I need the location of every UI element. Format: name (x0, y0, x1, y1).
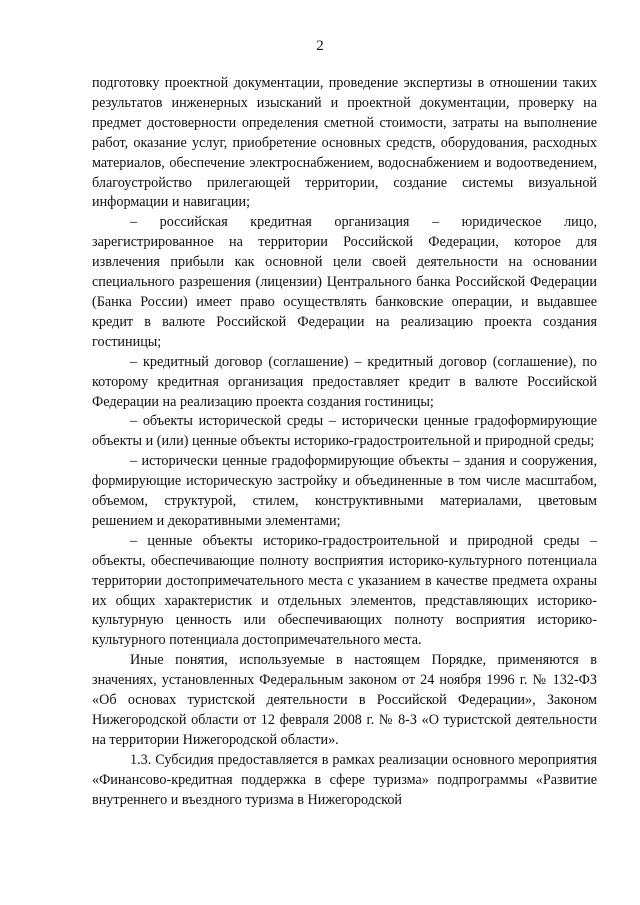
paragraph-credit-agreement: – кредитный договор (соглашение) – кредитный договор (соглашение), по которому кредитная организация предоставляет кредит в валюте Российской Федерации на реализацию проекта создания гостиницы; (92, 353, 597, 410)
paragraph-town-forming-objects: – исторически ценные градоформирующие объекты – здания и сооружения, формирующие историческую застройку и объединенные в том числе масштабом, объемом, структурой, стилем, конструктивными материалами, цветовым решением и декоративными элементами; (92, 453, 597, 529)
paragraph-valuable-objects: – ценные объекты историко-градостроительной и природной среды – объекты, обеспечивающие полноту восприятия историко-культурного потенциала территории достопримечательного места с указанием в качестве предмета охраны их общих характеристик и отдельных элементов, представляющих историко-культурную ценность или обеспечивающих полноту восприятия историко-культурного потенциала достопримечательного места. (92, 532, 597, 649)
paragraph-credit-organization: – российская кредитная организация – юридическое лицо, зарегистрированное на территории Российской Федерации, которое для извлечения прибыли как основной цели своей деятельности на основании специального разрешения (лицензии) Центрального банка Российской Федерации (Банка России) имеет право осуществлять банковские операции, и выдавшее кредит в валюте Российской Федерации на реализацию проекта создания гостиницы; (92, 214, 597, 350)
document-body (92, 74, 597, 811)
paragraph-historic-environment: – объекты исторической среды – исторически ценные градоформирующие объекты и (или) ценные объекты историко-градостроительной и природной среды; (92, 413, 597, 450)
paragraph-section-1-3: 1.3. Субсидия предоставляется в рамках реализации основного мероприятия «Финансово-кредитная поддержка в сфере туризма» подпрограммы «Развитие внутреннего и въездного туризма в Нижегородской (92, 751, 597, 808)
page-number: 2 (316, 38, 324, 54)
paragraph-other-terms: Иные понятия, используемые в настоящем Порядке, применяются в значениях, установленных Федеральным законом от 24 ноября 1996 г. № 132-ФЗ «Об основах туристской деятельности в Российской Федерации», Законом Нижегородской области от 12 февраля 2008 г. № 8-З «О туристской деятельности на территории Нижегородской области». (92, 652, 597, 748)
paragraph-continuation: подготовку проектной документации, проведение экспертизы в отношении таких результатов инженерных изысканий и проектной документации, проверку на предмет достоверности определения сметной стоимости, затраты на выполнение работ, оказание услуг, приобретение основных средств, оборудования, расходных материалов, обеспечение электроснабжением, водоснабжением и водоотведением, благоустройство прилегающей территории, создание системы визуальной информации и навигации; (92, 75, 597, 211)
